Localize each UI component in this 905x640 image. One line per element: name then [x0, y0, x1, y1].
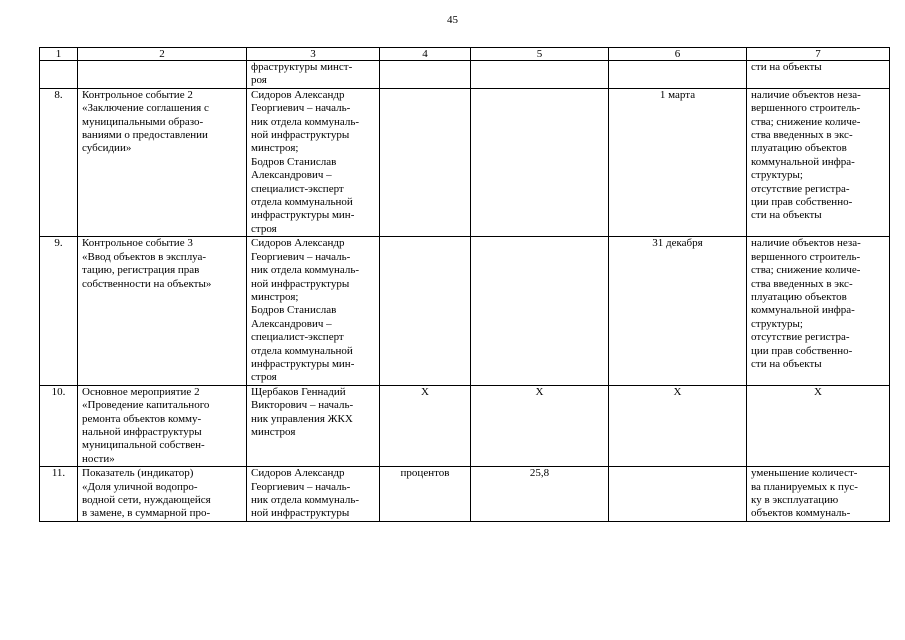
row-number: 9. [40, 237, 78, 385]
risks-cell: наличие объектов неза- вершенного строитель- ства; снижение количе- ства введенных в экс- плуатацию объектов коммунальной инфра- структуры; отсутствие регистра- ции прав собственно- сти на объекты [747, 237, 890, 385]
page-number: 45 [447, 14, 458, 26]
row-number: 8. [40, 88, 78, 236]
value-cell: 25,8 [471, 467, 609, 522]
responsible-person [247, 467, 380, 522]
responsible-person: Щербаков Геннадий Викторович – началь- ник управления ЖКХ минстроя [247, 385, 380, 466]
date-cell: 1 марта [609, 88, 747, 236]
responsible-person-text: Сидоров Александр Георгиевич – началь- ник отдела коммуналь- ной инфраструктуры [251, 467, 360, 520]
responsible-person: Сидоров Александр Георгиевич – началь- ник отдела коммуналь- ной инфраструктуры минстроя; Бодров Станислав Александрович – специалист-эксперт отдела коммунальной инфраструктуры мин- строя [247, 88, 380, 236]
measure-name-text: Показатель (индикатор) «Доля уличной водопро- водной сети, нуждающейся в замене, в суммарной про- [82, 467, 211, 520]
table-row [40, 385, 890, 466]
date-cell [609, 61, 747, 89]
date-cell: Х [609, 385, 747, 466]
date-cell [609, 467, 747, 522]
measure-name: Основное мероприятие 2 «Проведение капитального ремонта объектов комму- нальной инфраструктуры муниципальной собствен- ности» [78, 385, 247, 466]
column-number: 6 [609, 48, 747, 61]
measure-name [78, 467, 247, 522]
table-row [40, 467, 890, 522]
date-cell: 31 декабря [609, 237, 747, 385]
column-number: 5 [471, 48, 609, 61]
unit-cell [380, 61, 471, 89]
unit-cell: процентов [380, 467, 471, 522]
table-row [40, 88, 890, 236]
responsible-person: Сидоров Александр Георгиевич – началь- ник отдела коммуналь- ной инфраструктуры минстроя; Бодров Станислав Александрович – специалист-эксперт отдела коммунальной инфраструктуры мин- строя [247, 237, 380, 385]
unit-cell [380, 237, 471, 385]
value-cell [471, 61, 609, 89]
row-number: 10. [40, 385, 78, 466]
column-number-row [40, 48, 890, 61]
measure-name: Контрольное событие 3 «Ввод объектов в эксплуа- тацию, регистрация прав собственности на объекты» [78, 237, 247, 385]
measure-name [78, 61, 247, 89]
column-number: 3 [247, 48, 380, 61]
measure-name: Контрольное событие 2 «Заключение соглашения с муниципальными образо- ваниями о предоставлении субсидии» [78, 88, 247, 236]
row-number [40, 61, 78, 89]
row-number: 11. [40, 467, 78, 522]
unit-cell [380, 88, 471, 236]
column-number: 2 [78, 48, 247, 61]
column-number: 4 [380, 48, 471, 61]
value-cell [471, 237, 609, 385]
risks-cell: Х [747, 385, 890, 466]
responsible-person: фраструктуры минст- роя [247, 61, 380, 89]
value-cell [471, 88, 609, 236]
risks-cell-text: уменьшение количест- ва планируемых к пус- ку в эксплуатацию объектов коммуналь- [751, 467, 858, 520]
unit-cell: Х [380, 385, 471, 466]
value-cell: Х [471, 385, 609, 466]
risks-cell: наличие объектов неза- вершенного строитель- ства; снижение количе- ства введенных в экс- плуатацию объектов коммунальной инфра- структуры; отсутствие регистра- ции прав собственно- сти на объекты [747, 88, 890, 236]
program-table [39, 47, 890, 522]
table-row [40, 237, 890, 385]
risks-cell: сти на объекты [747, 61, 890, 89]
column-number: 1 [40, 48, 78, 61]
column-number: 7 [747, 48, 890, 61]
risks-cell [747, 467, 890, 522]
table-row [40, 61, 890, 89]
